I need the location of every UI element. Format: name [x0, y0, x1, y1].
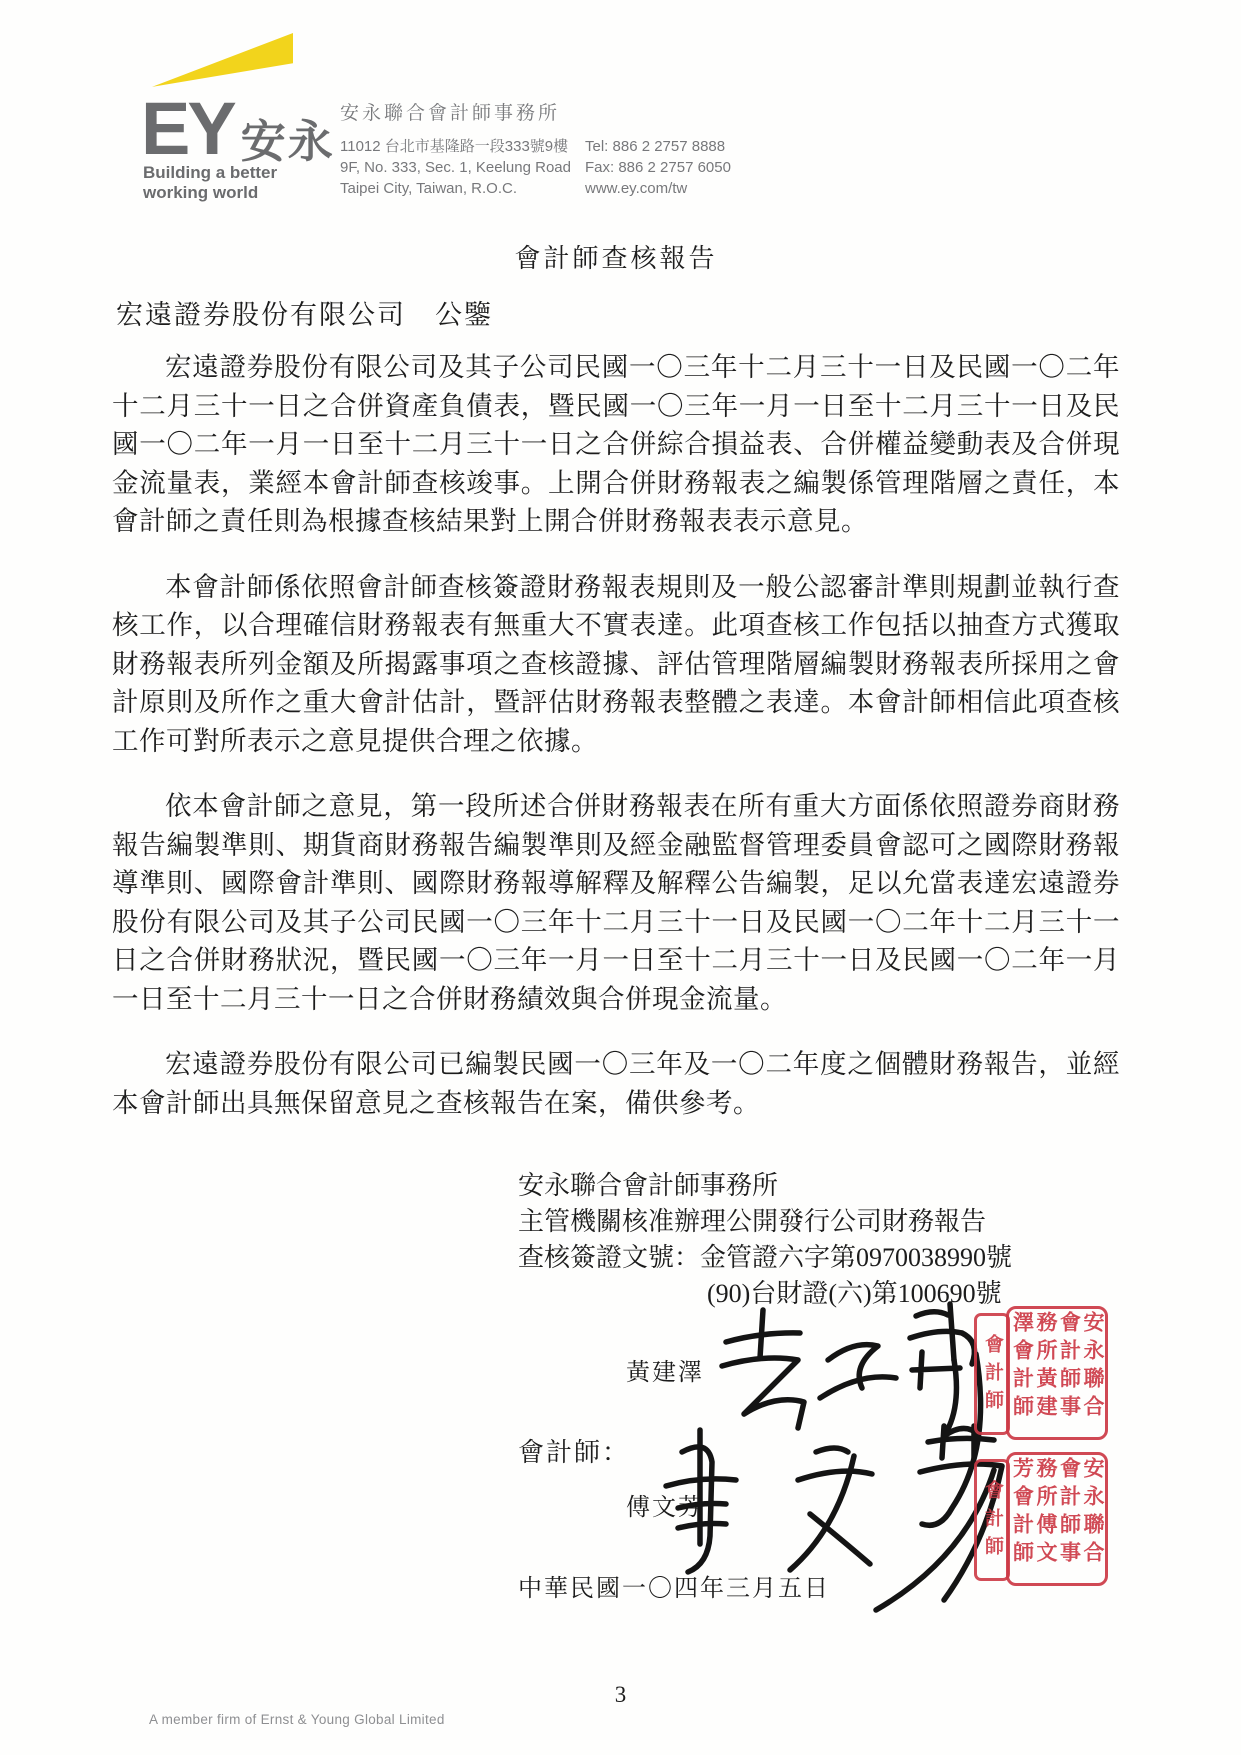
seal-fu-strip: 會計師 — [974, 1459, 1010, 1581]
firm-contact — [585, 136, 731, 199]
ey-beam-icon — [152, 33, 293, 88]
address-line3: Taipei City, Taiwan, R.O.C. — [340, 180, 518, 197]
page-title: 會計師查核報告 — [514, 244, 718, 273]
seal-huang-strip: 會計師 — [974, 1313, 1010, 1435]
cpa-title-label: 會計師： — [518, 1438, 631, 1467]
firm-address — [340, 136, 571, 199]
seal-fu — [974, 1452, 1106, 1584]
report-date: 中華民國一〇四年三月五日 — [518, 1576, 830, 1602]
firm-tel: Tel: 886 2 2757 8888 — [585, 138, 726, 155]
firm-name: 安永聯合會計師事務所 — [340, 103, 561, 124]
firm-website: www.ey.com/tw — [585, 180, 688, 197]
cpa2-name: 傅文芳 — [626, 1495, 704, 1521]
body-paragraph-4: 宏遠證券股份有限公司已編製民國一〇三年及一〇二年度之個體財務報告，並經本會計師出具無保留意見之查核報告在案，備供參考。 — [112, 1049, 1120, 1118]
firm-fax: Fax: 886 2 2757 6050 — [585, 159, 731, 176]
addressee-line: 宏遠證券股份有限公司 公鑒 — [116, 300, 493, 330]
address-line1: 11012 台北市基隆路一段333號9樓 — [340, 138, 569, 155]
ey-tagline — [143, 163, 277, 203]
signoff-block — [518, 1168, 1012, 1312]
seal-huang — [974, 1306, 1106, 1438]
seal-fu-main: 安永聯合會計師事務所傅文芳會計師 — [1006, 1452, 1108, 1586]
address-line2: 9F, No. 333, Sec. 1, Keelung Road — [340, 159, 571, 176]
ey-logo: EY — [141, 87, 234, 170]
seal-huang-main: 安永聯合會計師事務所黃建澤會計師 — [1006, 1306, 1108, 1440]
ey-logo-chinese: 安永 — [240, 116, 335, 167]
page-number: 3 — [614, 1682, 627, 1707]
ey-tagline-line2: working world — [143, 183, 259, 202]
signoff-doc-number-2: (90)台財證(六)第100690號 — [707, 1279, 1002, 1308]
signoff-firm: 安永聯合會計師事務所 — [518, 1171, 779, 1200]
signoff-doc-number-1: 查核簽證文號：金管證六字第0970038990號 — [518, 1243, 1013, 1272]
signature-fu-wen-fang — [630, 1418, 1030, 1618]
body-paragraph-1: 宏遠證券股份有限公司及其子公司民國一〇三年十二月三十一日及民國一〇二年十二月三十一日之合併資產負債表，暨民國一〇三年一月一日至十二月三十一日及民國一〇二年一月一日至十二月三十一日之合併綜合損益表、合併權益變動表及合併現金流量表，業經本會計師查核竣事。上開合併財務報表之編製係管理階層之責任，本會計師之責任則為根據查核結果對上開合併財務報表表示意見。 — [112, 352, 1120, 536]
body-paragraph-2: 本會計師係依照會計師查核簽證財務報表規則及一般公認審計準則規劃並執行查核工作，以合理確信財務報表有無重大不實表達。此項查核工作包括以抽查方式獲取財務報表所列金額及所揭露事項之查核證據、評估管理階層編製財務報表所採用之會計原則及所作之重大會計估計，暨評估財務報表整體之表達。本會計師相信此項查核工作可對所表示之意見提供合理之依據。 — [112, 571, 1120, 756]
cpa1-name: 黃建澤 — [626, 1360, 704, 1386]
member-firm-note: A member firm of Ernst & Young Global Limited — [149, 1712, 445, 1727]
report-body — [112, 348, 1120, 1149]
body-paragraph-3: 依本會計師之意見，第一段所述合併財務報表在所有重大方面係依照證券商財務報告編製準則、期貨商財務報告編製準則及經金融監督管理委員會認可之國際財務報導準則、國際會計準則、國際財務報導解釋及解釋公告編製，足以允當表達宏遠證券股份有限公司及其子公司民國一〇三年十二月三十一日及民國一〇二年十二月三十一日之合併財務狀況，暨民國一〇三年一月一日至十二月三十一日及民國一〇二年一月一日至十二月三十一日之合併財務績效與合併現金流量。 — [112, 791, 1120, 1014]
ey-tagline-line1: Building a better — [143, 163, 278, 182]
signoff-approval: 主管機關核准辦理公開發行公司財務報告 — [518, 1207, 987, 1236]
